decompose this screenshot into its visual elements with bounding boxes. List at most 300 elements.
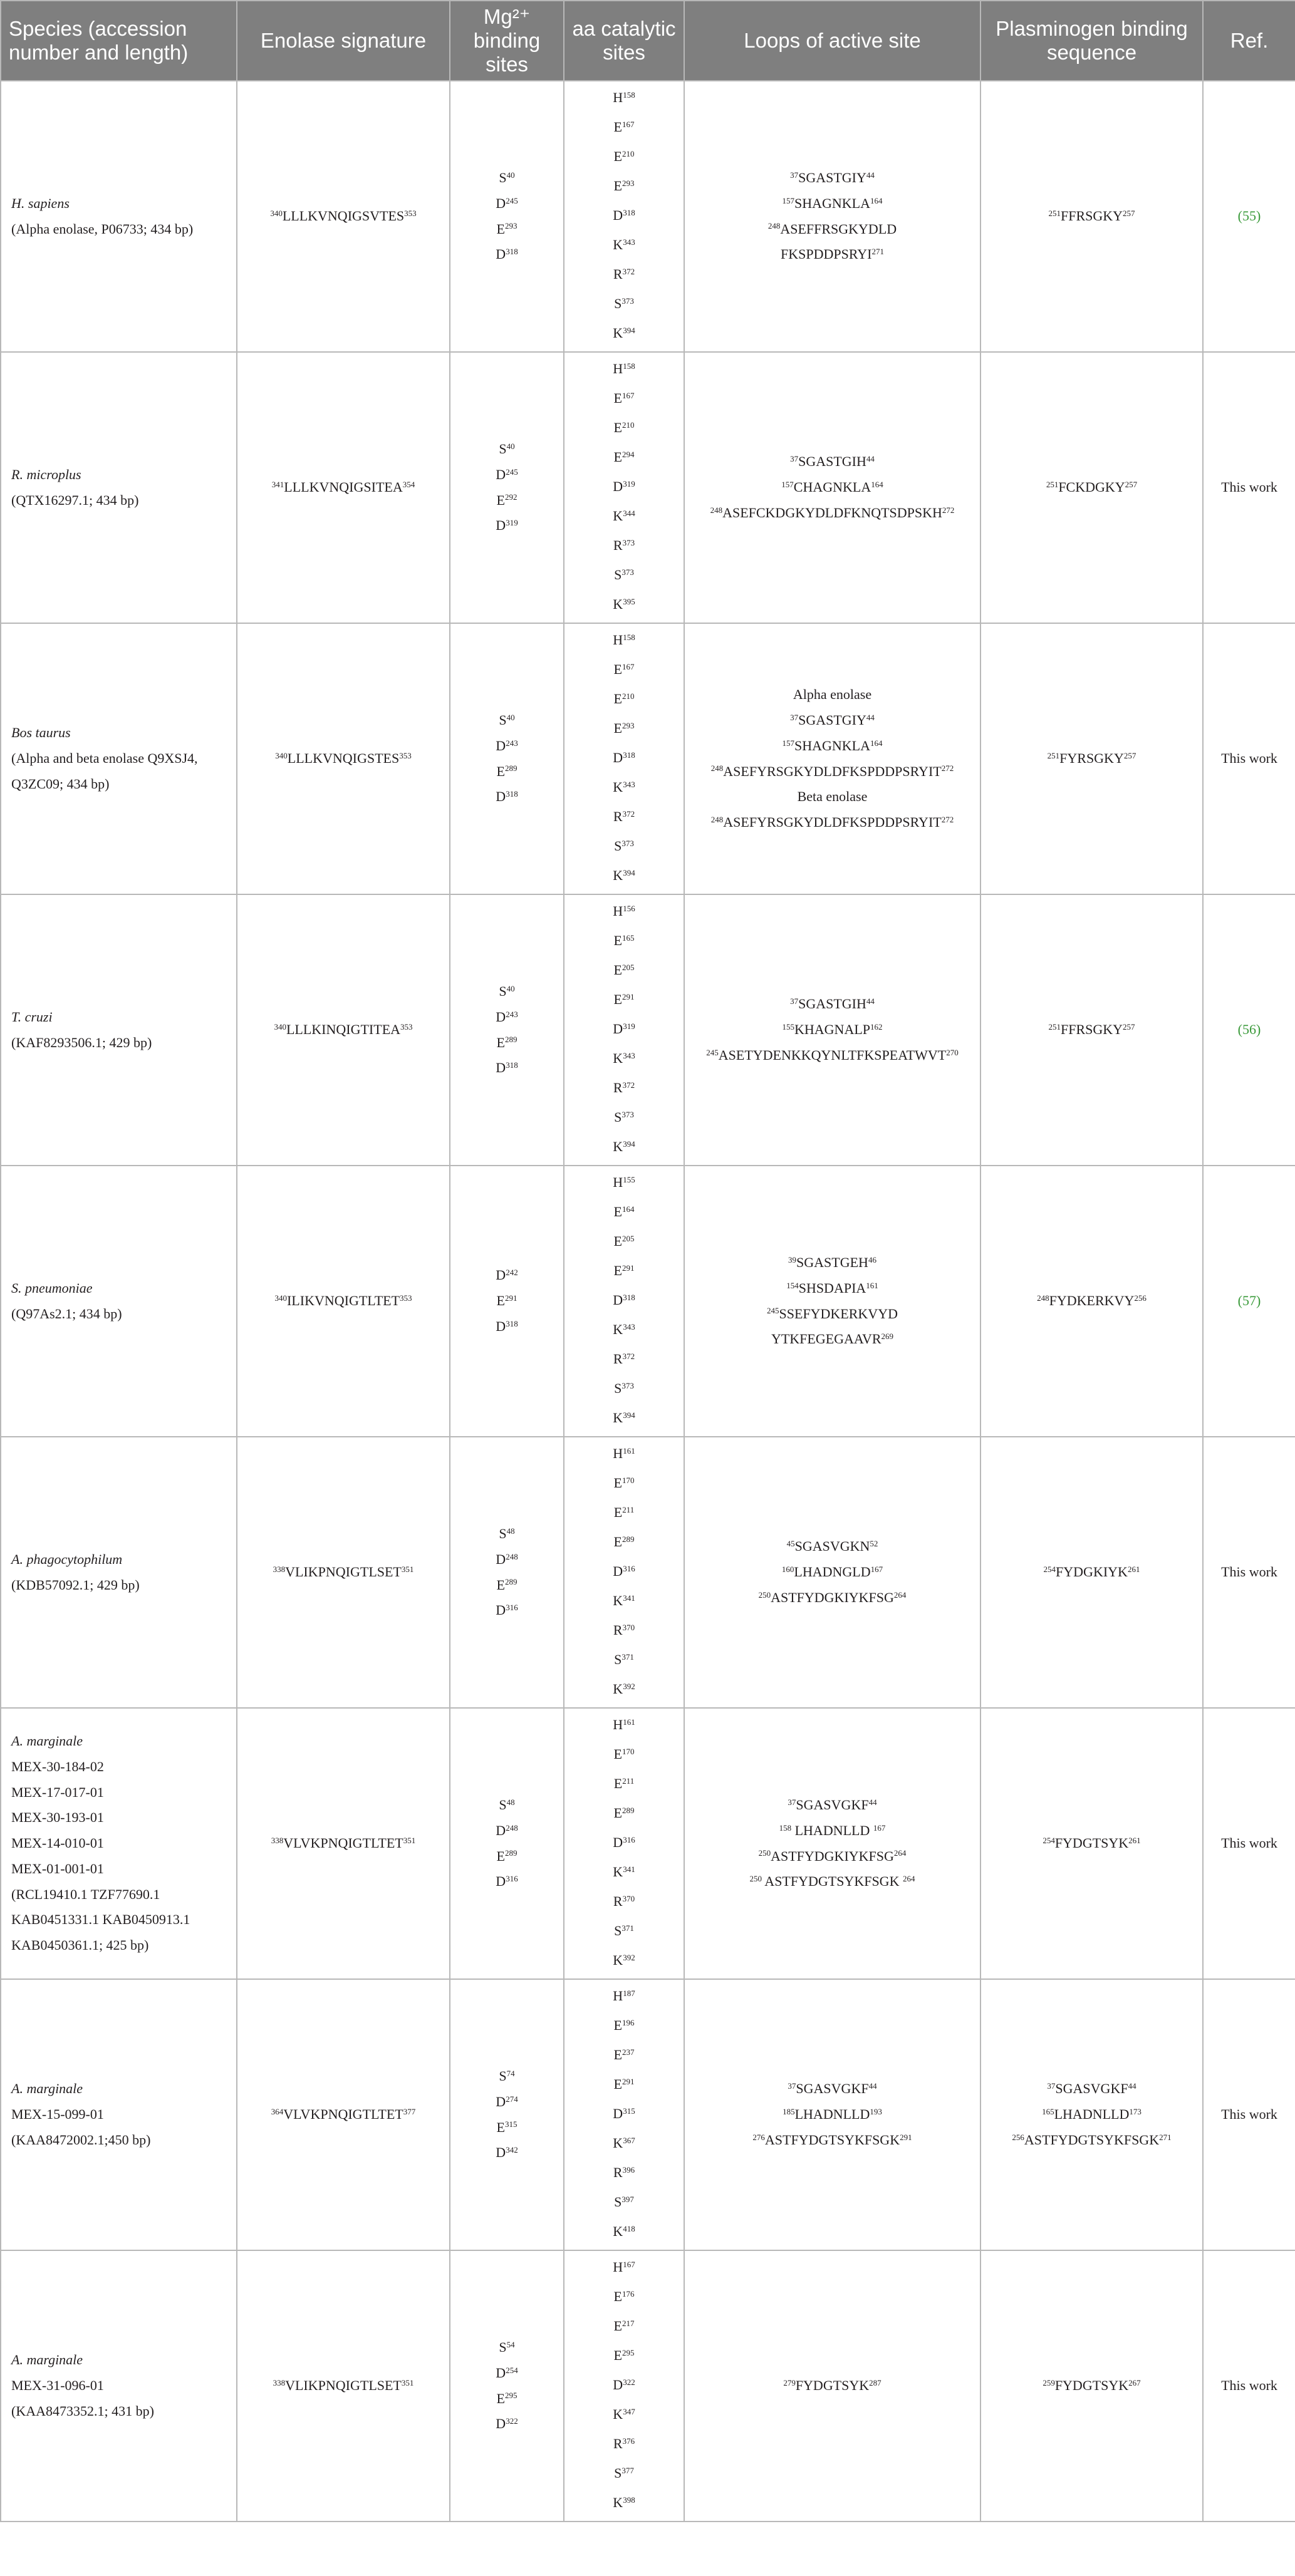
residue-letter: S — [499, 170, 507, 186]
residue-letter: R — [613, 2165, 623, 2180]
sequence-line — [989, 1288, 1195, 1314]
sequence-start: 251 — [1048, 209, 1061, 219]
residue-position: 341 — [623, 1864, 635, 1874]
sequence-text: FCKDGKY — [1058, 479, 1125, 495]
plasminogen-lines — [989, 2373, 1195, 2399]
enolase-signature-cell — [237, 2250, 450, 2522]
species-lines — [11, 191, 229, 242]
residue-letter: D — [496, 1873, 506, 1890]
residue-line — [572, 927, 676, 956]
residue-position: 293 — [504, 221, 517, 231]
sequence-start: 157 — [782, 195, 794, 205]
residue-position: 318 — [506, 1318, 518, 1328]
species-cell — [1, 81, 237, 352]
sequence-text: SHAGNKLA — [794, 737, 870, 753]
residue-position: 318 — [506, 789, 518, 799]
sequence-line — [692, 810, 972, 835]
plasminogen-binding-cell — [980, 623, 1203, 894]
residue-position: 418 — [623, 2223, 635, 2233]
loop-lines — [692, 165, 972, 267]
signature-lines — [245, 204, 442, 229]
species-name: A. marginale — [11, 2352, 83, 2368]
residue-line — [572, 1257, 676, 1286]
residue-position: 158 — [623, 632, 635, 642]
reference-link[interactable]: (57) — [1237, 1293, 1261, 1309]
residue-letter: S — [614, 2194, 622, 2210]
table-row — [1, 81, 1295, 352]
sequence-end: 44 — [866, 454, 875, 464]
residue-letter: E — [613, 2289, 622, 2304]
residue-line — [572, 2401, 676, 2430]
sequence-end: 264 — [893, 1848, 907, 1858]
residue-letter: H — [613, 632, 623, 648]
residue-position: 167 — [621, 119, 635, 129]
sequence-end: 46 — [868, 1254, 876, 1265]
residue-position: 161 — [623, 1717, 635, 1727]
loop-lines — [692, 2373, 972, 2399]
active-site-loops-cell — [684, 1708, 980, 1979]
residue-letter: R — [613, 1080, 623, 1095]
aa-catalytic-cell — [564, 352, 684, 623]
sequence-text: ASETYDENKKQYNLTFKSPEATWVT — [718, 1047, 947, 1063]
residue-line — [572, 2100, 676, 2129]
species-name: A. marginale — [11, 2081, 83, 2097]
residue-line — [572, 2371, 676, 2401]
residue-letter: K — [613, 1864, 623, 1880]
residue-letter: K — [613, 1139, 623, 1154]
residue-letter: S — [499, 1797, 507, 1813]
residue-letter: H — [613, 2259, 623, 2275]
loop-lines — [692, 1534, 972, 1610]
sequence-end: 261 — [1127, 1565, 1140, 1575]
table-header — [1, 1, 1295, 81]
loop-lines — [692, 2076, 972, 2153]
residue-position: 316 — [506, 1603, 518, 1613]
loop-lines — [692, 1250, 972, 1352]
sequence-start: 251 — [1047, 751, 1060, 761]
residue-line — [458, 1521, 556, 1547]
catalytic-site-lines — [572, 355, 676, 620]
species-cell — [1, 2250, 237, 2522]
active-site-loops-cell — [684, 623, 980, 894]
sequence-text: FKSPDDPSRYI — [780, 246, 872, 262]
sequence-line — [692, 191, 972, 217]
sequence-end: 272 — [941, 814, 954, 824]
residue-letter: D — [496, 1551, 506, 1567]
signature-lines — [245, 746, 442, 772]
sequence-text: LLLKVNQIGSTES — [287, 750, 400, 767]
sequence-text: LHADNLLD — [791, 1822, 873, 1838]
plasminogen-binding-cell — [980, 1166, 1203, 1437]
sequence-end: 44 — [868, 2081, 877, 2091]
sequence-line — [692, 2076, 972, 2102]
species-lines — [11, 2347, 229, 2424]
sequence-end: 353 — [404, 209, 417, 219]
sequence-end: 162 — [870, 1022, 883, 1032]
residue-position: 196 — [621, 2017, 635, 2027]
residue-position: 372 — [622, 1080, 635, 1090]
residue-letter: E — [496, 492, 505, 508]
residue-line — [572, 2430, 676, 2460]
aa-catalytic-cell — [564, 81, 684, 352]
residue-position: 289 — [621, 1805, 635, 1815]
reference-cell — [1203, 623, 1295, 894]
residue-letter: S — [499, 2339, 507, 2356]
residue-position: 343 — [623, 1050, 635, 1060]
plasminogen-lines — [989, 204, 1195, 229]
residue-letter: D — [496, 1008, 506, 1025]
sequence-start: 37 — [790, 712, 799, 722]
residue-letter: S — [614, 838, 622, 854]
mg-site-lines — [458, 437, 556, 539]
residue-letter: E — [613, 420, 622, 435]
species-lines — [11, 1005, 229, 1055]
plasminogen-lines — [989, 1831, 1195, 1856]
residue-line — [572, 1675, 676, 1705]
residue-line — [572, 113, 676, 143]
sequence-line — [989, 2373, 1195, 2399]
sequence-text: ASTFYDGKIYKFSG — [771, 1848, 894, 1864]
plasminogen-binding-cell — [980, 2250, 1203, 2522]
residue-letter: D — [613, 2377, 623, 2392]
residue-line — [458, 488, 556, 514]
sequence-start: 250 — [749, 1874, 762, 1884]
sequence-line — [989, 1017, 1195, 1043]
aa-catalytic-cell — [564, 1437, 684, 1708]
reference-link[interactable]: (55) — [1237, 208, 1261, 224]
signature-lines — [245, 475, 442, 500]
sequence-line — [692, 500, 972, 526]
residue-letter: S — [499, 2068, 507, 2084]
residue-position: 167 — [621, 390, 635, 400]
sequence-start: 276 — [752, 2132, 765, 2142]
loop-lines — [692, 1792, 972, 1895]
residue-line — [572, 715, 676, 744]
residue-letter: D — [613, 1563, 623, 1579]
sequence-end: 269 — [881, 1332, 894, 1342]
residue-position: 344 — [623, 508, 635, 518]
mg-binding-cell — [450, 1708, 564, 1979]
sequence-end: 257 — [1123, 751, 1136, 761]
sequence-text: VLVKPNQIGTLTET — [283, 1835, 403, 1851]
residue-letter: R — [613, 2436, 623, 2451]
residue-line — [572, 1316, 676, 1345]
residue-position: 245 — [506, 195, 518, 205]
catalytic-site-lines — [572, 1711, 676, 1976]
residue-position: 394 — [623, 1410, 635, 1420]
residue-position: 371 — [621, 1652, 634, 1662]
residue-position: 342 — [506, 2145, 518, 2155]
plasminogen-lines — [989, 1560, 1195, 1585]
sequence-start: 254 — [1043, 1565, 1056, 1575]
residue-letter: K — [613, 2135, 623, 2151]
sequence-line — [692, 1818, 972, 1844]
sequence-line — [989, 2128, 1195, 2153]
residue-line — [572, 656, 676, 685]
residue-line — [572, 1169, 676, 1198]
residue-position: 40 — [506, 983, 515, 993]
sequence-line — [692, 1301, 972, 1327]
residue-letter: H — [613, 1446, 623, 1461]
residue-position: 318 — [506, 247, 518, 257]
sequence-end: 377 — [403, 2107, 416, 2117]
residue-position: 245 — [506, 467, 518, 477]
header-mg-binding-sites: Mg²⁺ binding sites — [450, 1, 564, 81]
sequence-end: 351 — [401, 1565, 414, 1575]
residue-line — [572, 1947, 676, 1976]
residue-position: 392 — [623, 1681, 635, 1691]
residue-line — [572, 1286, 676, 1316]
sequence-start: 245 — [706, 1047, 719, 1057]
residue-letter: E — [613, 390, 622, 406]
residue-position: 205 — [621, 962, 635, 972]
residue-letter: D — [496, 1602, 506, 1618]
residue-line — [458, 759, 556, 785]
residue-line — [458, 708, 556, 733]
residue-line — [572, 473, 676, 502]
sequence-start: 340 — [274, 1293, 287, 1303]
loop-lines — [692, 682, 972, 835]
aa-catalytic-cell — [564, 1166, 684, 1437]
sequence-end: 354 — [402, 480, 415, 490]
residue-letter: K — [613, 1952, 623, 1968]
sequence-text: FYDGTSYK — [1054, 2377, 1129, 2394]
sequence-start: 248 — [710, 505, 723, 515]
residue-line — [572, 202, 676, 231]
header-row — [1, 1, 1295, 81]
residue-letter: D — [496, 195, 506, 211]
residue-line — [572, 385, 676, 414]
residue-line — [572, 626, 676, 656]
sequence-start: 338 — [271, 1836, 284, 1846]
reference-text: This work — [1221, 479, 1277, 495]
residue-letter: D — [496, 517, 506, 534]
residue-position: 394 — [623, 325, 635, 335]
table-row — [1, 1437, 1295, 1708]
residue-line — [458, 2335, 556, 2361]
residue-letter: K — [613, 2495, 623, 2510]
plasminogen-binding-cell — [980, 1708, 1203, 1979]
aa-catalytic-cell — [564, 894, 684, 1166]
sequence-end: 44 — [866, 996, 875, 1006]
residue-letter: K — [613, 1410, 623, 1425]
sequence-line — [245, 475, 442, 500]
residue-line — [458, 462, 556, 488]
residue-position: 291 — [621, 1263, 635, 1273]
sequence-line — [989, 2076, 1195, 2102]
residue-letter: E — [613, 2076, 622, 2092]
species-name: R. microplus — [11, 466, 81, 482]
residue-letter: S — [614, 1109, 622, 1125]
sequence-start: 254 — [1043, 1836, 1055, 1846]
sequence-start: 158 — [779, 1823, 792, 1833]
mg-site-lines — [458, 1792, 556, 1895]
sequence-start: 256 — [1012, 2132, 1024, 2142]
residue-line — [572, 1616, 676, 1646]
residue-position: 289 — [504, 1577, 517, 1587]
residue-letter: R — [613, 1351, 623, 1367]
reference-link[interactable]: (56) — [1237, 1022, 1261, 1038]
residue-line — [458, 513, 556, 539]
enolase-signature-cell — [237, 1708, 450, 1979]
residue-letter: K — [613, 1050, 623, 1066]
residue-line — [572, 1469, 676, 1499]
sequence-line — [245, 1831, 442, 1856]
plasminogen-lines — [989, 475, 1195, 500]
sequence-text: SSEFYDKERKVYD — [779, 1305, 898, 1322]
catalytic-site-lines — [572, 1440, 676, 1705]
table-row — [1, 623, 1295, 894]
table-body — [1, 81, 1295, 2522]
reference-text: This work — [1221, 2377, 1277, 2394]
residue-line — [572, 1858, 676, 1888]
residue-position: 274 — [506, 2094, 518, 2104]
residue-letter: D — [613, 478, 623, 494]
sequence-text: SGASTGIH — [798, 453, 866, 470]
residue-letter: E — [496, 2119, 505, 2135]
residue-line — [458, 191, 556, 217]
residue-letter: H — [613, 1174, 623, 1190]
active-site-loops-cell — [684, 2250, 980, 2522]
mg-binding-cell — [450, 352, 564, 623]
sequence-start: 45 — [786, 1539, 795, 1549]
residue-letter: D — [613, 2106, 623, 2121]
residue-position: 319 — [623, 1021, 635, 1031]
sequence-text: SGASVGKF — [796, 1797, 869, 1813]
plasminogen-binding-cell — [980, 1437, 1203, 1708]
loop-lines — [692, 991, 972, 1068]
residue-letter: H — [613, 361, 623, 376]
residue-line — [572, 1711, 676, 1741]
residue-letter: D — [496, 1822, 506, 1838]
residue-position: 48 — [506, 1797, 515, 1807]
sequence-end: 272 — [942, 505, 955, 515]
species-cell — [1, 894, 237, 1166]
residue-letter: E — [613, 449, 622, 465]
residue-position: 155 — [623, 1174, 635, 1184]
header-plasminogen-binding: Plasminogen binding sequence — [980, 1, 1203, 81]
sequence-end: 167 — [873, 1823, 886, 1833]
sequence-text: SHAGNKLA — [794, 195, 870, 211]
residue-letter: D — [613, 1834, 623, 1850]
sequence-text: VLVKPNQIGTLTET — [283, 2106, 403, 2123]
species-lines — [11, 720, 229, 797]
residue-letter: E — [613, 1805, 622, 1821]
residue-line — [572, 1375, 676, 1404]
residue-position: 373 — [621, 567, 634, 577]
table-row — [1, 1708, 1295, 1979]
residue-line — [572, 744, 676, 773]
residue-line — [572, 2489, 676, 2518]
residue-line — [572, 443, 676, 473]
residue-letter: S — [614, 296, 622, 311]
header-aa-catalytic-sites: aa catalytic sites — [564, 1, 684, 81]
enolase-signature-cell — [237, 623, 450, 894]
species-lines — [11, 1547, 229, 1598]
residue-line — [572, 1198, 676, 1228]
active-site-loops-cell — [684, 1166, 980, 1437]
active-site-loops-cell — [684, 894, 980, 1166]
sequence-line — [989, 2102, 1195, 2128]
residue-position: 254 — [506, 2365, 518, 2375]
enolase-signature-cell — [237, 1979, 450, 2250]
sequence-line — [692, 2373, 972, 2399]
residue-position: 242 — [506, 1268, 518, 1278]
residue-position: 74 — [506, 2068, 515, 2078]
residue-line — [572, 355, 676, 385]
residue-line — [458, 1314, 556, 1340]
species-cell — [1, 1166, 237, 1437]
sequence-start: 338 — [273, 1565, 286, 1575]
enolase-signature-cell — [237, 352, 450, 623]
sequence-end: 353 — [400, 1293, 412, 1303]
residue-line — [572, 143, 676, 172]
reference-cell — [1203, 1708, 1295, 1979]
residue-line — [458, 217, 556, 242]
catalytic-site-lines — [572, 2253, 676, 2518]
residue-position: 316 — [623, 1563, 635, 1573]
table-row — [1, 894, 1295, 1166]
sequence-start: 340 — [275, 751, 288, 761]
species-detail: Q3ZC09; 434 bp) — [11, 775, 110, 792]
plasminogen-lines — [989, 1288, 1195, 1314]
residue-line — [458, 2386, 556, 2412]
header-enolase-signature: Enolase signature — [237, 1, 450, 81]
residue-line — [572, 1646, 676, 1675]
residue-line — [458, 437, 556, 462]
residue-letter: E — [613, 2017, 622, 2033]
residue-line — [458, 2115, 556, 2141]
residue-position: 40 — [506, 170, 515, 180]
sequence-start: 250 — [758, 1590, 771, 1600]
residue-line — [572, 803, 676, 832]
species-detail: (KAF8293506.1; 429 bp) — [11, 1034, 152, 1050]
residue-letter: K — [613, 867, 623, 883]
residue-line — [458, 1792, 556, 1818]
table-row — [1, 1979, 1295, 2250]
residue-position: 343 — [623, 1322, 635, 1332]
header-loops-active-site: Loops of active site — [684, 1, 980, 81]
residue-line — [572, 84, 676, 113]
sequence-line — [692, 733, 972, 759]
residue-letter: E — [613, 1204, 622, 1219]
species-lines — [11, 1729, 229, 1958]
sequence-start: 37 — [788, 1797, 796, 1807]
sequence-line — [989, 204, 1195, 229]
sequence-line — [692, 991, 972, 1017]
residue-line — [572, 1558, 676, 1587]
species-detail: MEX-17-017-01 — [11, 1784, 104, 1800]
residue-position: 319 — [623, 478, 635, 489]
species-cell — [1, 352, 237, 623]
residue-line — [572, 1440, 676, 1469]
residue-letter: D — [496, 2093, 506, 2109]
residue-letter: H — [613, 1988, 623, 2004]
residue-letter: K — [613, 2406, 623, 2422]
species-cell — [1, 1437, 237, 1708]
sequence-end: 164 — [870, 738, 883, 748]
sequence-text: ILIKVNQIGTLTET — [286, 1293, 400, 1309]
sequence-start: 245 — [767, 1306, 779, 1316]
residue-line — [572, 591, 676, 620]
residue-letter: E — [613, 2318, 622, 2334]
sequence-end: 257 — [1123, 209, 1135, 219]
sequence-line — [692, 449, 972, 475]
sequence-start: 157 — [781, 480, 794, 490]
residue-line — [458, 1055, 556, 1081]
species-detail: MEX-14-010-01 — [11, 1835, 104, 1851]
residue-line — [572, 2253, 676, 2283]
